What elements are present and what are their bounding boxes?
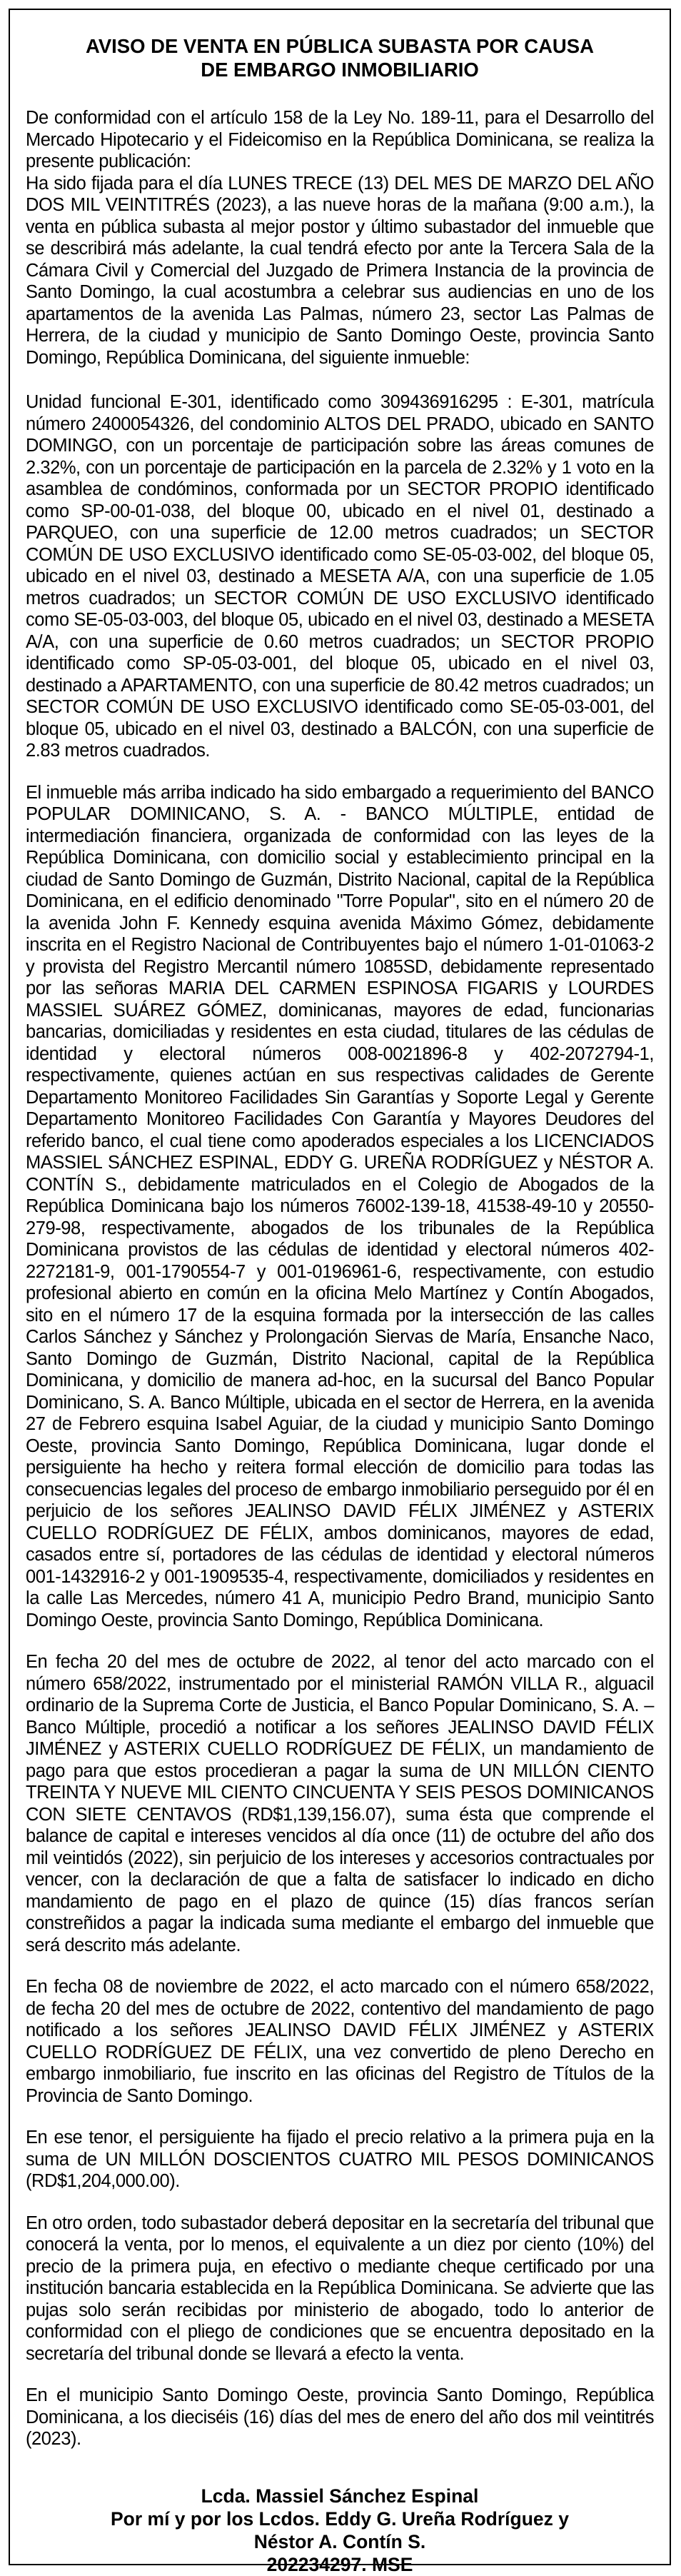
paragraph-seizing-party: El inmueble más arriba indicado ha sido embargado a requerimiento del BANCO POPULAR DOMINICANO, S. A. - BANCO MÚLTIPLE, entidad de intermediación financiera, organizada de conformidad con las leyes de la República Dominicana, con domicilio social y establecimiento principal en la ciudad de Santo Domingo de Guzmán, Distrito Nacional, capital de la República Dominicana, en el edificio denominado "Torre Popular", sito en el número 20 de la avenida John F. Kennedy esquina avenida Máximo Gómez, debidamente inscrita en el Registro Nacional de Contribuyentes bajo el número 1-01-01063-2 y provista del Registro Mercantil número 1085SD, debidamente representado por las señoras MARIA DEL CARMEN ESPINOSA FIGARIS y LOURDES MASSIEL SUÁREZ GÓMEZ, dominicanas, mayores de edad, funcionarias bancarias, domiciliadas y residentes en esta ciudad, titulares de las cédulas de identidad y electoral números 008-0021896-8 y 402-2072794-1, respectivamente, quienes actúan en sus respectivas calidades de Gerente Departamento Monitoreo Facilidades Sin Garantías y Soporte Legal y Gerente Departamento Monitoreo Facilidades Con Garantía y Mayores Deudores del referido banco, el cual tiene como apoderados especiales a los LICENCIADOS MASSIEL SÁNCHEZ ESPINAL, EDDY G. UREÑA RODRÍGUEZ y NÉSTOR A. CONTÍN S., debidamente matriculados en el Colegio de Abogados de la República Dominicana bajo los números 76002-139-18, 41538-49-10 y 20550-279-98, respectivamente, abogados de los tribunales de la República Dominicana provistos de las cédulas de identidad y electoral números 402-2272181-9, 001-1790554-7 y 001-0196961-6, respectivamente, con estudio profesional abierto en común en la oficina Melo Martínez y Contín Abogados, sito en el número 17 de la esquina formada por la intersección de las calles Carlos Sánchez y Sánchez y Prolongación Siervas de María, Ensanche Naco, Santo Domingo de Guzmán, Distrito Nacional, capital de la República Dominicana, y domicilio de manera ad-hoc, en la sucursal del Banco Popular Dominicano, S. A. Banco Múltiple, ubicada en el sector de Herrera, en la avenida 27 de Febrero esquina Isabel Aguiar, de la ciudad y municipio Santo Domingo Oeste, provincia Santo Domingo, República Dominicana, lugar donde el persiguiente ha hecho y reitera formal elección de domicilio para todas las consecuencias legales del proceso de embargo inmobiliario perseguido por él en perjuicio de los señores JEALINSO DAVID FÉLIX JIMÉNEZ y ASTERIX CUELLO RODRÍGUEZ DE FÉLIX, ambos dominicanos, mayores de edad, casados entre sí, portadores de las cédulas de identidad y electoral números 001-1432916-2 y 001-1909535-4, respectivamente, domiciliados y residentes en la calle Las Mercedes, número 41 A, municipio Pedro Brand, municipio Santo Domingo Oeste, provincia Santo Domingo, República Dominicana. <box>26 782 654 1630</box>
signature-co-lawyer: Néstor A. Contín S. <box>253 2530 426 2552</box>
notice-title-line-2: DE EMBARGO INMOBILIARIO <box>201 59 479 81</box>
paragraph-publication: De conformidad con el artículo 158 de la Ley No. 189-11, para el Desarrollo del Mercado Hipotecario y el Fideicomiso en la República Dominicana, se realiza la presente publicación: Ha sido fijada para el día LUNES TRECE (13) DEL MES DE MARZO DEL AÑO DOS MIL VEINTITRÉS (2023), a las nueve horas de la mañana (9:00 a.m.), la venta en pública subasta al mejor postor y último subastador del inmueble que se describirá más adelante, la cual tendrá efecto por ante la Tercera Sala de la Cámara Civil y Comercial del Juzgado de Primera Instancia de la provincia de Santo Domingo, la cual acostumbra a celebrar sus audiencias en uno de los apartamentos de la avenida Las Palmas, número 23, sector Las Palmas de Herrera, de la ciudad y municipio de Santo Domingo Oeste, provincia Santo Domingo, República Dominicana, del siguiente inmueble: <box>26 108 654 368</box>
notice-title <box>26 34 654 81</box>
paragraph-registration: En fecha 08 de noviembre de 2022, el acto marcado con el número 658/2022, de fecha 20 del mes de octubre de 2022, contentivo del mandamiento de pago notificado a los señores JEALINSO DAVID FÉLIX JIMÉNEZ y ASTERIX CUELLO RODRÍGUEZ DE FÉLIX, una vez convertido de pleno Derecho en embargo inmobiliario, fue inscrito en las oficinas del Registro de Títulos de la Provincia de Santo Domingo. <box>26 1977 654 2106</box>
paragraph-payment-order: En fecha 20 del mes de octubre de 2022, al tenor del acto marcado con el número 658/2022, instrumentado por el ministerial RAMÓN VILLA R., alguacil ordinario de la Suprema Corte de Justicia, el Banco Popular Dominicano, S. A. – Banco Múltiple, procedió a notificar a los señores JEALINSO DAVID FÉLIX JIMÉNEZ y ASTERIX CUELLO RODRÍGUEZ DE FÉLIX, un mandamiento de pago para que estos procedieran a pagar la suma de UN MILLÓN CIENTO TREINTA Y NUEVE MIL CIENTO CINCUENTA Y SEIS PESOS DOMINICANOS CON SIETE CENTAVOS (RD$1,139,156.07), suma ésta que comprende el balance de capital e intereses vencidos al día once (11) de octubre del año dos mil veintidós (2022), sin perjuicio de los intereses y accesorios contractuales por vencer, con la declaración de que a falta de satisfacer lo indicado en dicho mandamiento de pago en el plazo de quince (15) días francos serían constreñidos a pagar la indicada suma mediante el embargo del inmueble que será descrito más adelante. <box>26 1652 654 1955</box>
paragraph-property-description: Unidad funcional E-301, identificado como 309436916295 : E-301, matrícula número 2400054326, del condominio ALTOS DEL PRADO, ubicado en SANTO DOMINGO, con un porcentaje de participación sobre las áreas comunes de 2.32%, con un porcentaje de participación en la parcela de 2.32% y 1 voto en la asamblea de condóminos, conformada por un SECTOR PROPIO identificado como SP-00-01-038, del bloque 00, ubicado en el nivel 01, destinado a PARQUEO, con una superficie de 12.00 metros cuadrados; un SECTOR COMÚN DE USO EXCLUSIVO identificado como SE-05-03-002, del bloque 05, ubicado en el nivel 03, destinado a MESETA A/A, con una superficie de 1.05 metros cuadrados; un SECTOR COMÚN DE USO EXCLUSIVO identificado como SE-05-03-003, del bloque 05, ubicado en el nivel 03, destinado a MESETA A/A, con una superficie de 0.60 metros cuadrados; un SECTOR PROPIO identificado como SP-05-03-001, del bloque 05, ubicado en el nivel 03, destinado a APARTAMENTO, con una superficie de 80.42 metros cuadrados; un SECTOR COMÚN DE USO EXCLUSIVO identificado como SE-05-03-001, del bloque 05, ubicado en el nivel 03, destinado a BALCÓN, con una superficie de 2.83 metros cuadrados. <box>26 392 654 761</box>
signature-block <box>26 2485 654 2576</box>
paragraph-place-date: En el municipio Santo Domingo Oeste, provincia Santo Domingo, República Dominicana, a los dieciséis (16) días del mes de enero del año dos mil veintitrés (2023). <box>26 2385 654 2449</box>
signature-reference-code: 202234297. MSE <box>266 2553 413 2575</box>
legal-notice <box>9 9 671 2575</box>
signature-name: Lcda. Massiel Sánchez Espinal <box>201 2485 479 2507</box>
paragraph-deposit-conditions: En otro orden, todo subastador deberá depositar en la secretaría del tribunal que conocerá la venta, por lo menos, el equivalente a un diez por ciento (10%) del precio de la primera puja, en efectivo o mediante cheque certificado por una institución bancaria establecida en la República Dominicana. Se advierte que las pujas solo serán recibidas por ministerio de abogado, todo lo anterior de conformidad con el pliego de condiciones que se encuentra depositado en la secretaría del tribunal donde se llevará a efecto la venta. <box>26 2212 654 2364</box>
signature-representation: Por mí y por los Lcdos. Eddy G. Ureña Rodríguez y <box>110 2507 569 2530</box>
notice-title-line-1: AVISO DE VENTA EN PÚBLICA SUBASTA POR CAUSA <box>86 35 594 57</box>
paragraph-first-bid-price: En ese tenor, el persiguiente ha fijado el precio relativo a la primera puja en la suma de UN MILLÓN DOSCIENTOS CUATRO MIL PESOS DOMINICANOS (RD$1,204,000.00). <box>26 2128 654 2191</box>
